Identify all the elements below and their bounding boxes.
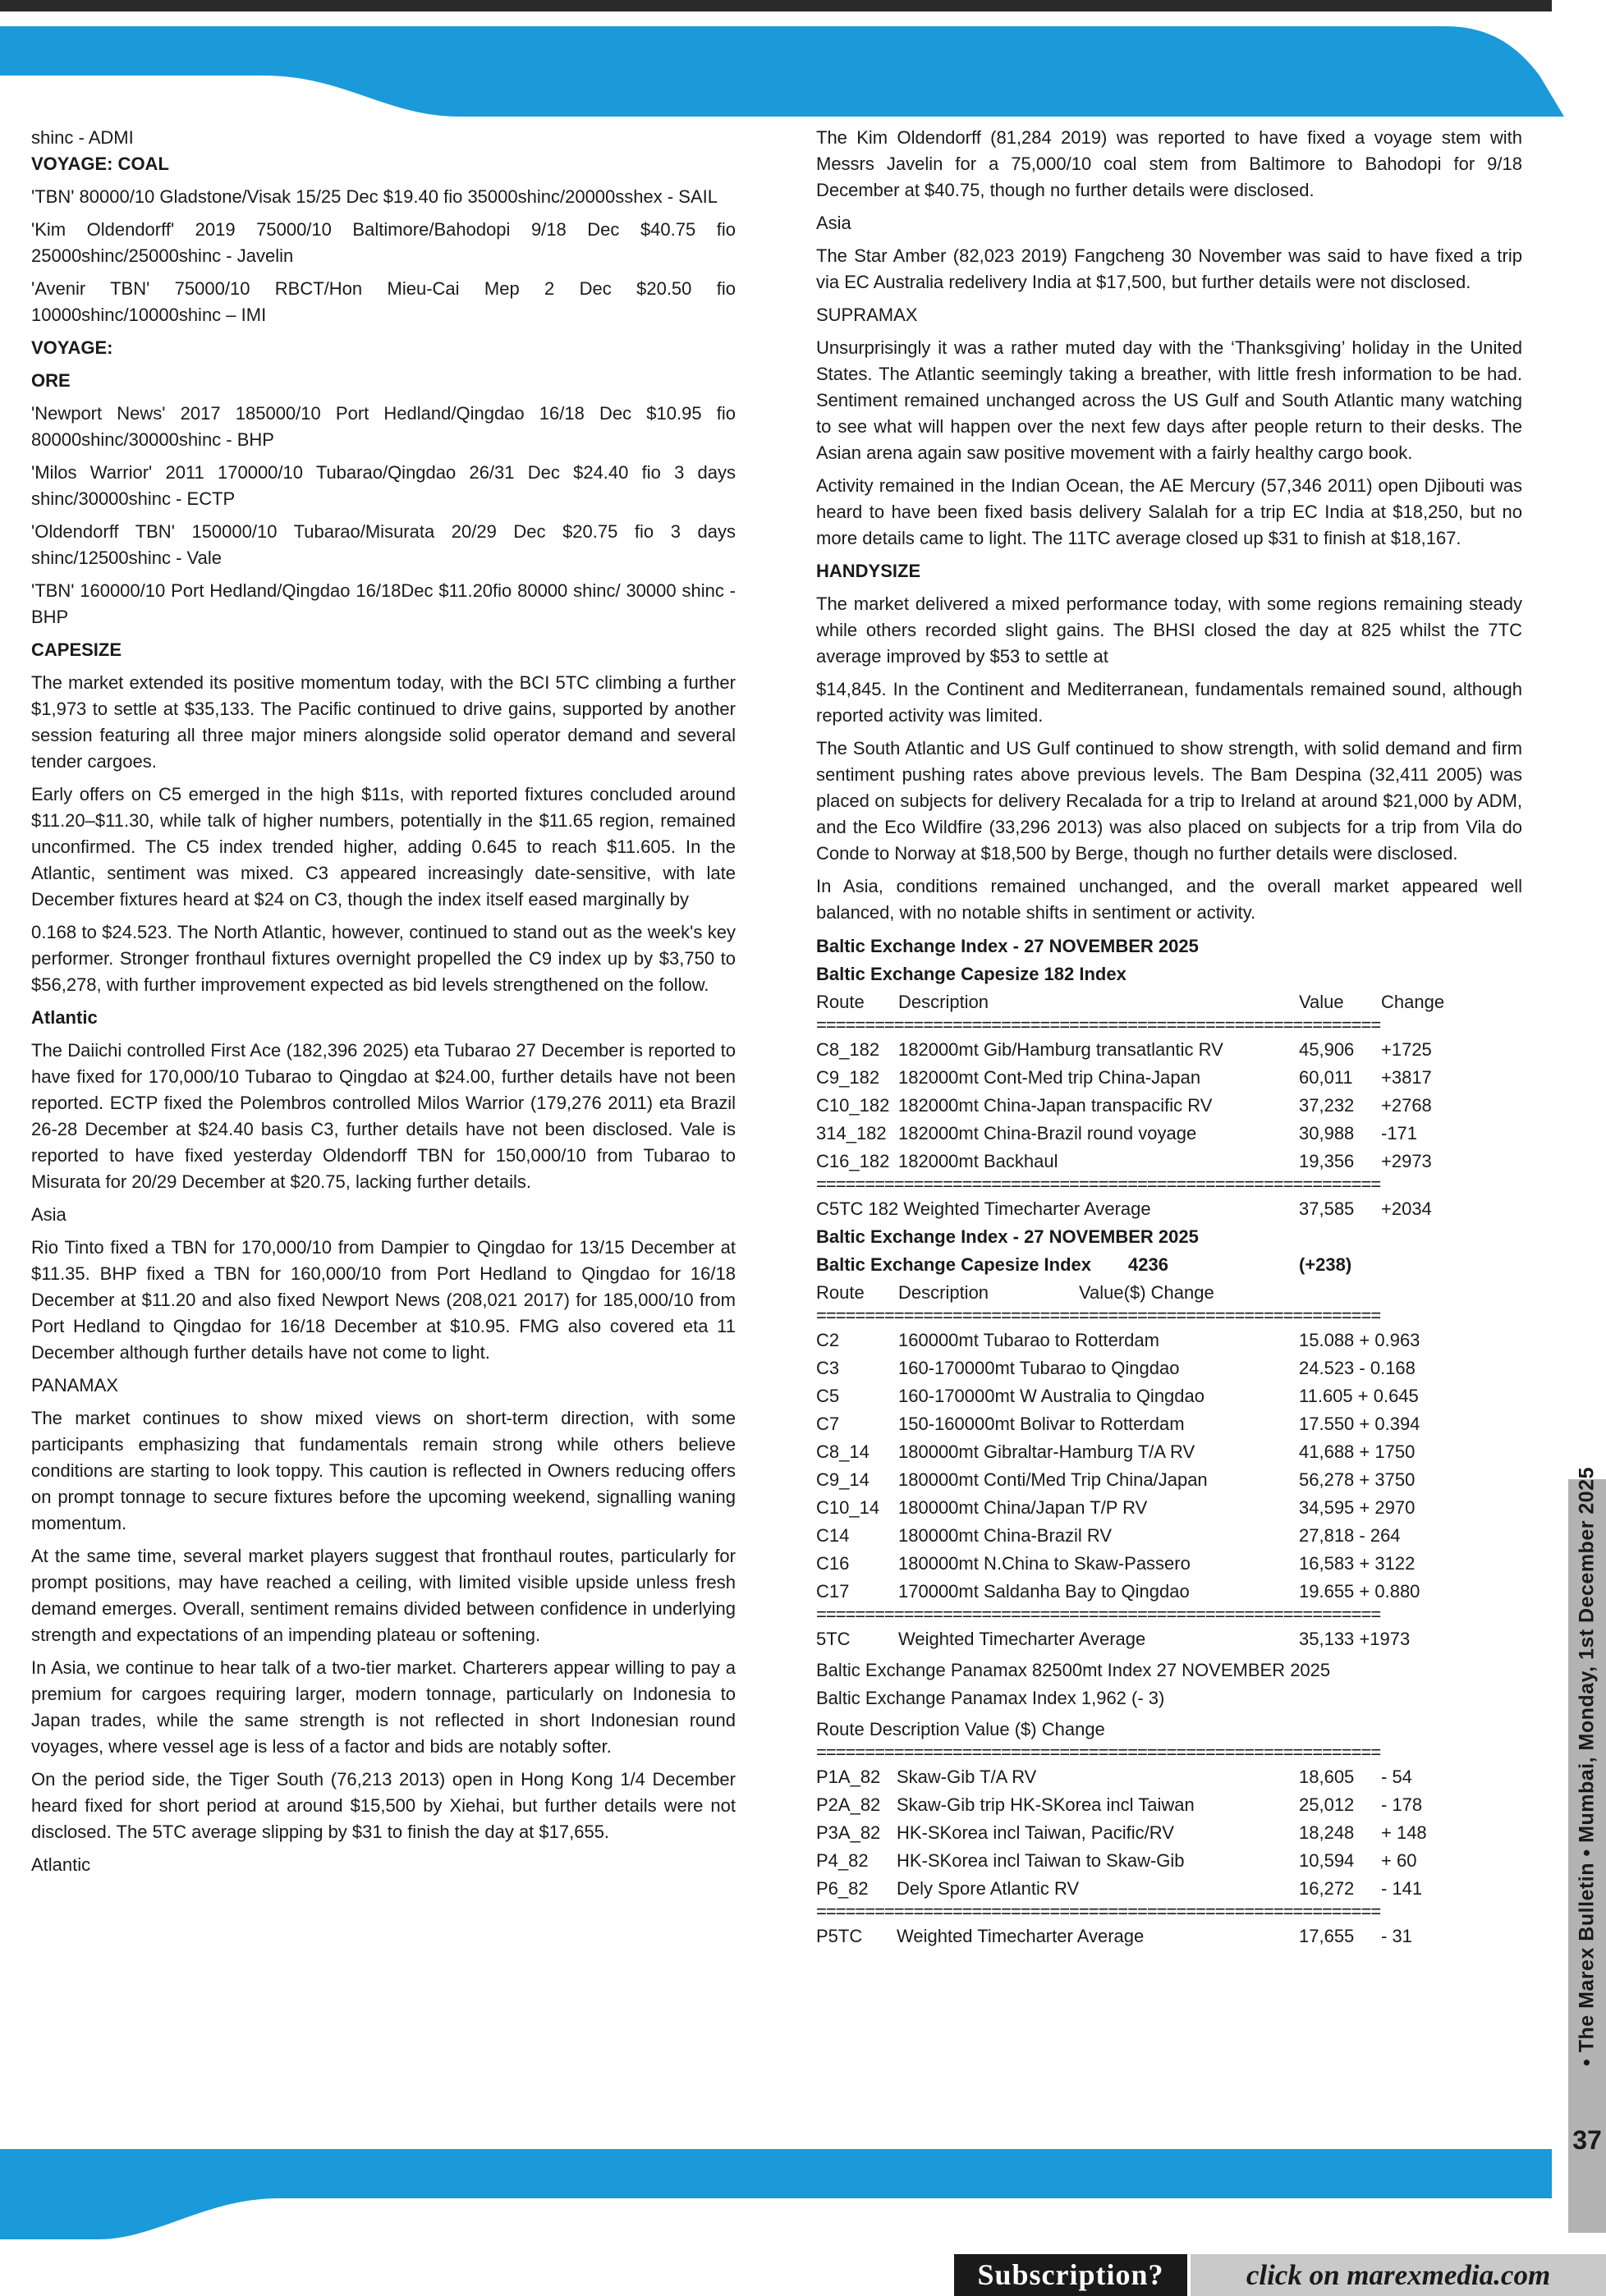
table3-title: Baltic Exchange Panamax 82500mt Index 27 NOVEMBER 2025 xyxy=(816,1660,1331,1680)
route-code: P3A_82 xyxy=(816,1822,881,1843)
route-code: C17 xyxy=(816,1581,850,1602)
table-rule: ========================================================== xyxy=(816,1175,1381,1194)
route-change: +2768 xyxy=(1381,1095,1432,1116)
table-row xyxy=(816,1064,1522,1092)
panamax-paragraph: On the period side, the Tiger South (76,213 2013) open in Hong Kong 1/4 December heard fixed for short period at around $15,500 by Xiehai, but further details were not disclosed. The 5TC average slipping by $31 to finish the day at $17,655. xyxy=(31,1769,736,1842)
route-description: 182000mt Cont-Med trip China-Japan xyxy=(898,1067,1201,1088)
atlantic-heading: Atlantic xyxy=(31,1007,98,1028)
table-rule: ========================================================== xyxy=(816,1016,1381,1035)
coal-fixture: 'TBN' 80000/10 Gladstone/Visak 15/25 Dec $19.40 fio 35000shinc/20000sshex - SAIL xyxy=(31,186,718,207)
route-code: P2A_82 xyxy=(816,1794,881,1815)
handysize-paragraph: The market delivered a mixed performance today, with some regions remaining steady while others recorded slight gains. The BHSI closed the day at 825 whilst the 7TC average improved by $53 to settle at xyxy=(816,593,1522,667)
lead-text: shinc - ADMI xyxy=(31,127,134,148)
route-code: P4_82 xyxy=(816,1850,869,1871)
route-value: 37,232 xyxy=(1299,1095,1355,1116)
summary-value-change: 35,133 +1973 xyxy=(1299,1629,1411,1649)
route-code: C5 xyxy=(816,1386,840,1406)
top-dark-bar xyxy=(0,0,1552,11)
route-code: C8_14 xyxy=(816,1441,870,1462)
table-rule: ========================================================== xyxy=(816,1744,1381,1762)
summary-label: C5TC 182 Weighted Timecharter Average xyxy=(816,1198,1151,1219)
table-row xyxy=(816,1354,1522,1382)
col-description: Description xyxy=(898,1282,989,1303)
panamax-heading: PANAMAX xyxy=(31,1375,118,1395)
subscription-button[interactable]: Subscription? xyxy=(954,2254,1187,2296)
table-rule: ========================================================== xyxy=(816,1307,1381,1326)
route-value-change: 56,278 + 3750 xyxy=(1299,1469,1416,1490)
capesize-index-label: Baltic Exchange Capesize Index xyxy=(816,1254,1092,1275)
supramax-heading: SUPRAMAX xyxy=(816,305,918,325)
ore-fixture: 'Newport News' 2017 185000/10 Port Hedland/Qingdao 16/18 Dec $10.95 fio 80000shinc/30000shinc - BHP xyxy=(31,403,736,450)
asia-paragraph-right: The Star Amber (82,023 2019) Fangcheng 30 November was said to have fixed a trip via EC Australia redelivery India at $17,500, but further details were not disclosed. xyxy=(816,245,1522,292)
route-description: 180000mt Gibraltar-Hamburg T/A RV xyxy=(898,1441,1195,1462)
panamax-paragraph: The market continues to show mixed views on short-term direction, with some participants emphasizing that fundamentals remain strong while others believe conditions are starting to look toppy. This caution is reflected in Owners reducing offers on prompt tonnage to secure fixtures before the upcoming weekend, signalling waning momentum. xyxy=(31,1408,736,1533)
route-value: 18,248 xyxy=(1299,1822,1355,1843)
table3-summary xyxy=(816,1922,1522,1950)
route-code: C16_182 xyxy=(816,1151,890,1171)
right-column xyxy=(816,125,1522,1950)
table-row xyxy=(816,1875,1522,1903)
table-row xyxy=(816,1578,1522,1606)
route-description: 170000mt Saldanha Bay to Qingdao xyxy=(898,1581,1190,1602)
side-publication-line: • The Marex Bulletin • Mumbai, Monday, 1st December 2025 xyxy=(1575,1466,1599,2067)
kim-oldendorff-paragraph: The Kim Oldendorff (81,284 2019) was reported to have fixed a voyage stem with Messrs Javelin for a 75,000/10 coal stem from Baltimore to Bahodopi for 9/18 December at $40.75, though no further details were disclosed. xyxy=(816,127,1522,200)
table1-summary xyxy=(816,1195,1522,1223)
table-row xyxy=(816,1438,1522,1466)
publication-date: Monday, 1st December 2025 xyxy=(1575,1466,1599,1751)
route-value: 60,011 xyxy=(1299,1067,1353,1088)
capesize-index-change: (+238) xyxy=(1299,1254,1352,1275)
capesize-paragraph: 0.168 to $24.523. The North Atlantic, however, continued to stand out as the week's key performer. Stronger fronthaul fixtures overnight propelled the C9 index up by $3,750 to $56,278, with further improvement expected as bid levels strengthened on the follow. xyxy=(31,922,736,995)
capesize-paragraph: Early offers on C5 emerged in the high $11s, with reported fixtures concluded around $11.20–$11.30, while talk of higher numbers, potentially in the $11.65 region, remained unconfirmed. The C5 index trended higher, adding 0.645 to reach $11.605. In the Atlantic, sentiment was mixed. C3 appeared increasingly date-sensitive, with late December fixtures heard at $24 on C3, though the index itself eased marginally by xyxy=(31,784,736,910)
route-description: 182000mt China-Japan transpacific RV xyxy=(898,1095,1213,1116)
publication-city: Mumbai xyxy=(1575,1762,1599,1843)
table1-title: Baltic Exchange Index - 27 NOVEMBER 2025 xyxy=(816,936,1199,956)
col-route: Route xyxy=(816,1282,865,1303)
panamax-paragraph: In Asia, we continue to hear talk of a two-tier market. Charterers appear willing to pay a premium for cargoes requiring larger, modern tonnage, particularly on Indonesia to Japan trades, while the same strength is not reflected in short Indonesian round voyages, where vessel age is less of a factor and bids are notably softer. xyxy=(31,1657,736,1757)
capesize-heading: CAPESIZE xyxy=(31,639,122,660)
coal-fixture: 'Avenir TBN' 75000/10 RBCT/Hon Mieu-Cai Mep 2 Dec $20.50 fio 10000shinc/10000shinc – IMI xyxy=(31,278,736,325)
table-row xyxy=(816,1148,1522,1175)
summary-code: 5TC xyxy=(816,1629,851,1649)
table-row xyxy=(816,1036,1522,1064)
route-description: 180000mt China-Brazil RV xyxy=(898,1525,1113,1546)
route-change: - 54 xyxy=(1381,1767,1412,1787)
route-description: 182000mt Gib/Hamburg transatlantic RV xyxy=(898,1039,1223,1060)
ore-heading: ORE xyxy=(31,370,71,391)
summary-change: +2034 xyxy=(1381,1198,1432,1219)
route-code: C7 xyxy=(816,1414,840,1434)
col-change: Change xyxy=(1381,992,1445,1012)
table-row xyxy=(816,1847,1522,1875)
supramax-paragraph: Activity remained in the Indian Ocean, the AE Mercury (57,346 2011) open Djibouti was heard to have been fixed basis delivery Salalah for a trip EC India at $18,250, but no more details came to light. The 11TC average closed up $31 to finish at $18,167. xyxy=(816,475,1522,548)
route-value-change: 15.088 + 0.963 xyxy=(1299,1330,1420,1350)
table-row xyxy=(816,1466,1522,1494)
route-description: 180000mt N.China to Skaw-Passero xyxy=(898,1553,1191,1574)
route-value: 10,594 xyxy=(1299,1850,1355,1871)
route-description: Skaw-Gib T/A RV xyxy=(897,1767,1037,1787)
summary-value: 37,585 xyxy=(1299,1198,1355,1219)
route-change: +2973 xyxy=(1381,1151,1432,1171)
route-value-change: 19.655 + 0.880 xyxy=(1299,1581,1420,1602)
route-value: 25,012 xyxy=(1299,1794,1355,1815)
table2-title: Baltic Exchange Index - 27 NOVEMBER 2025 xyxy=(816,1226,1199,1247)
route-change: - 178 xyxy=(1381,1794,1423,1815)
route-change: +1725 xyxy=(1381,1039,1432,1060)
table3-subtitle: Baltic Exchange Panamax Index 1,962 (- 3) xyxy=(816,1688,1165,1708)
table-row xyxy=(816,1494,1522,1522)
summary-label: Weighted Timecharter Average xyxy=(897,1926,1145,1946)
bottom-blue-swoosh xyxy=(0,2149,1552,2239)
ore-fixture: 'TBN' 160000/10 Port Hedland/Qingdao 16/18Dec $11.20fio 80000 shinc/ 30000 shinc - BHP xyxy=(31,580,736,627)
marexmedia-link[interactable]: click on marexmedia.com xyxy=(1191,2254,1606,2296)
ore-fixture: 'Oldendorff TBN' 150000/10 Tubarao/Misurata 20/29 Dec $20.75 fio 3 days shinc/12500shinc - Vale xyxy=(31,521,736,568)
route-code: C2 xyxy=(816,1330,840,1350)
route-value-change: 11.605 + 0.645 xyxy=(1299,1386,1419,1406)
table-row xyxy=(816,1522,1522,1550)
table2-header xyxy=(816,1279,1522,1307)
table2-summary xyxy=(816,1625,1522,1653)
route-value-change: 24.523 - 0.168 xyxy=(1299,1358,1416,1378)
route-change: + 148 xyxy=(1381,1822,1427,1843)
summary-change: - 31 xyxy=(1381,1926,1412,1946)
coal-heading: VOYAGE: COAL xyxy=(31,154,169,174)
route-value: 19,356 xyxy=(1299,1151,1355,1171)
capesize-index-value: 4236 xyxy=(1128,1254,1168,1275)
col-value: Value xyxy=(1299,992,1344,1012)
handysize-heading: HANDYSIZE xyxy=(816,561,921,581)
route-value: 45,906 xyxy=(1299,1039,1355,1060)
voyage-heading: VOYAGE: xyxy=(31,337,113,358)
table1-subtitle: Baltic Exchange Capesize 182 Index xyxy=(816,964,1126,984)
summary-value: 17,655 xyxy=(1299,1926,1355,1946)
route-value-change: 34,595 + 2970 xyxy=(1299,1497,1416,1518)
publication-name: The Marex Bulletin xyxy=(1575,1863,1599,2053)
panamax-paragraph: At the same time, several market players suggest that fronthaul routes, particularly for prompt positions, may have reached a ceiling, with limited visible upside unless fresh demand emerges. Overall, sentiment remains divided between confidence in underlying strength and expectations of an impending plateau or softening. xyxy=(31,1546,736,1645)
bullet-icon: • xyxy=(1575,1849,1599,1857)
table1-header xyxy=(816,988,1522,1016)
route-change: - 141 xyxy=(1381,1878,1423,1899)
route-description: HK-SKorea incl Taiwan to Skaw-Gib xyxy=(897,1850,1185,1871)
left-column xyxy=(31,125,736,1885)
route-description: 180000mt China/Japan T/P RV xyxy=(898,1497,1148,1518)
col-value-change: Value($) Change xyxy=(1079,1282,1214,1303)
table-row xyxy=(816,1791,1522,1819)
table-row xyxy=(816,1819,1522,1847)
route-value-change: 27,818 - 264 xyxy=(1299,1525,1401,1546)
summary-label: Weighted Timecharter Average xyxy=(898,1629,1146,1649)
route-description: Dely Spore Atlantic RV xyxy=(897,1878,1080,1899)
route-code: C8_182 xyxy=(816,1039,880,1060)
col-description: Description xyxy=(898,992,989,1012)
route-value-change: 41,688 + 1750 xyxy=(1299,1441,1416,1462)
route-description: Skaw-Gib trip HK-SKorea incl Taiwan xyxy=(897,1794,1195,1815)
route-code: P1A_82 xyxy=(816,1767,881,1787)
route-code: C3 xyxy=(816,1358,840,1378)
handysize-paragraph: $14,845. In the Continent and Mediterranean, fundamentals remained sound, although reported activity was limited. xyxy=(816,679,1522,726)
asia-heading: Asia xyxy=(31,1204,67,1225)
table-row xyxy=(816,1327,1522,1354)
route-code: C16 xyxy=(816,1553,850,1574)
route-change: +3817 xyxy=(1381,1067,1432,1088)
page-number: 37 xyxy=(1572,2125,1602,2155)
route-code: 314_182 xyxy=(816,1123,887,1143)
col-route: Route xyxy=(816,992,865,1012)
table-row xyxy=(816,1550,1522,1578)
route-code: C10_14 xyxy=(816,1497,880,1518)
handysize-paragraph: The South Atlantic and US Gulf continued to show strength, with solid demand and firm sentiment pushing rates above previous levels. The Bam Despina (32,411 2005) was placed on subjects for delivery Recalada for a trip to Ireland at around $21,000 by ADM, and the Eco Wildfire (33,296 2013) was also placed on subjects for a trip from Vila do Conde to Norway at $18,500 by Berge, though no further details were disclosed. xyxy=(816,738,1522,864)
route-value: 30,988 xyxy=(1299,1123,1355,1143)
route-value: 16,272 xyxy=(1299,1878,1355,1899)
route-description: 182000mt China-Brazil round voyage xyxy=(898,1123,1197,1143)
atlantic-tail-heading: Atlantic xyxy=(31,1854,91,1875)
table-rule: ========================================================== xyxy=(816,1606,1381,1625)
route-value-change: 17.550 + 0.394 xyxy=(1299,1414,1420,1434)
route-change: -171 xyxy=(1381,1123,1418,1143)
table-row xyxy=(816,1092,1522,1120)
route-code: C10_182 xyxy=(816,1095,890,1116)
asia-heading-right: Asia xyxy=(816,213,851,233)
route-description: 150-160000mt Bolivar to Rotterdam xyxy=(898,1414,1185,1434)
table3-header: Route Description Value ($) Change xyxy=(816,1719,1105,1739)
route-description: 182000mt Backhaul xyxy=(898,1151,1058,1171)
route-value-change: 16,583 + 3122 xyxy=(1299,1553,1416,1574)
table-rule: ========================================================== xyxy=(816,1903,1381,1922)
summary-code: P5TC xyxy=(816,1926,863,1946)
route-description: 160-170000mt Tubarao to Qingdao xyxy=(898,1358,1180,1378)
route-description: HK-SKorea incl Taiwan, Pacific/RV xyxy=(897,1822,1174,1843)
ore-fixture: 'Milos Warrior' 2011 170000/10 Tubarao/Qingdao 26/31 Dec $24.40 fio 3 days shinc/30000shinc - ECTP xyxy=(31,462,736,509)
supramax-paragraph: Unsurprisingly it was a rather muted day with the ‘Thanksgiving’ holiday in the United States. The Atlantic seemingly taking a breather, with little fresh information to be had. Sentiment remained unchanged across the US Gulf and South Atlantic many watching to see what will happen over the next few days after people return to their desks. The Asian arena again saw positive movement with a fairly healthy cargo book. xyxy=(816,337,1522,463)
route-description: 180000mt Conti/Med Trip China/Japan xyxy=(898,1469,1208,1490)
top-blue-swoosh xyxy=(0,26,1606,117)
table-row xyxy=(816,1382,1522,1410)
coal-fixture: 'Kim Oldendorff' 2019 75000/10 Baltimore/Bahodopi 9/18 Dec $40.75 fio 25000shinc/25000shinc - Javelin xyxy=(31,219,736,266)
asia-paragraph: Rio Tinto fixed a TBN for 170,000/10 from Dampier to Qingdao for 13/15 December at $11.35. BHP fixed a TBN for 160,000/10 from Port Hedland to Qingdao for 16/18 December at $11.20 and also fixed Newport News (208,021 2017) for 185,000/10 from Port Hedland to Qingdao for 16/18 December at $10.95. FMG also covered eta 11 December although further details have not come to light. xyxy=(31,1237,736,1363)
route-description: 160000mt Tubarao to Rotterdam xyxy=(898,1330,1159,1350)
atlantic-paragraph: The Daiichi controlled First Ace (182,396 2025) eta Tubarao 27 December is reported to have fixed for 170,000/10 Tubarao to Qingdao at $24.00, further details have not been reported. ECTP fixed the Polembros controlled Milos Warrior (179,276 2011) eta Brazil 26-28 December at $24.40 basis C3, further details have not been disclosed. Vale is reported to have fixed yesterday Oldendorff TBN for 150,000/10 from Tubarao to Misurata for 20/29 December at $20.75, lacking further details. xyxy=(31,1040,736,1192)
route-code: C9_14 xyxy=(816,1469,870,1490)
route-code: C14 xyxy=(816,1525,850,1546)
bullet-icon: • xyxy=(1575,2058,1599,2067)
table-row xyxy=(816,1763,1522,1791)
route-value: 18,605 xyxy=(1299,1767,1355,1787)
route-description: 160-170000mt W Australia to Qingdao xyxy=(898,1386,1205,1406)
capesize-paragraph: The market extended its positive momentum today, with the BCI 5TC climbing a further $1,973 to settle at $35,133. The Pacific continued to drive gains, supported by another session featuring all three major miners alongside solid operator demand and several tender cargoes. xyxy=(31,672,736,772)
handysize-paragraph: In Asia, conditions remained unchanged, and the overall market appeared well balanced, with no notable shifts in sentiment or activity. xyxy=(816,876,1522,923)
table-row xyxy=(816,1120,1522,1148)
table-row xyxy=(816,1410,1522,1438)
route-code: P6_82 xyxy=(816,1878,869,1899)
table2-subtitle xyxy=(816,1251,1522,1279)
route-change: + 60 xyxy=(1381,1850,1417,1871)
route-code: C9_182 xyxy=(816,1067,880,1088)
